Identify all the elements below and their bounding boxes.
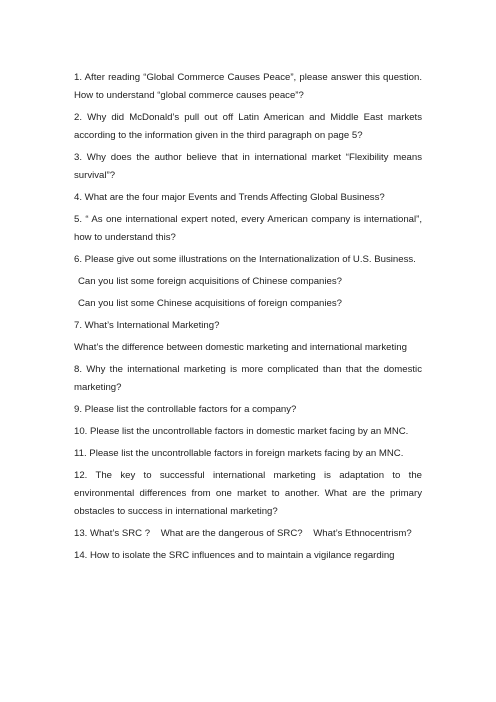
question-4: 4. What are the four major Events and Trends Affecting Global Business?	[74, 192, 385, 203]
question-8: 8. Why the international marketing is more complicated than that the domestic marketing?	[74, 364, 422, 393]
question-13: 13. What’s SRC ? What are the dangerous of SRC? What’s Ethnocentrism?	[74, 528, 412, 539]
question-10: 10. Please list the uncontrollable factors in domestic market facing by an MNC.	[74, 426, 409, 437]
question-11: 11. Please list the uncontrollable factors in foreign markets facing by an MNC.	[74, 448, 404, 459]
question-1: 1. After reading “Global Commerce Causes Peace”, please answer this question. How to understand “global commerce causes peace”?	[74, 72, 422, 101]
question-6-sub-1: Can you list some foreign acquisitions of Chinese companies?	[78, 276, 342, 287]
question-6: 6. Please give out some illustrations on the Internationalization of U.S. Business.	[74, 254, 416, 265]
question-6-sub-2: Can you list some Chinese acquisitions of foreign companies?	[78, 298, 342, 309]
question-9: 9. Please list the controllable factors for a company?	[74, 404, 297, 415]
question-3: 3. Why does the author believe that in international market “Flexibility means survival”?	[74, 152, 422, 181]
question-7: 7. What’s International Marketing?	[74, 320, 220, 331]
question-7-sub: What’s the difference between domestic marketing and international marketing	[74, 342, 407, 353]
question-5: 5. “ As one international expert noted, every American company is international”, how to understand this?	[74, 214, 422, 243]
question-14: 14. How to isolate the SRC influences and to maintain a vigilance regarding	[74, 550, 395, 561]
question-12: 12. The key to successful international marketing is adaptation to the environmental differences from one market to another. What are the primary obstacles to success in international marketing?	[74, 470, 422, 517]
question-2: 2. Why did McDonald’s pull out off Latin American and Middle East markets according to the information given in the third paragraph on page 5?	[74, 112, 422, 141]
